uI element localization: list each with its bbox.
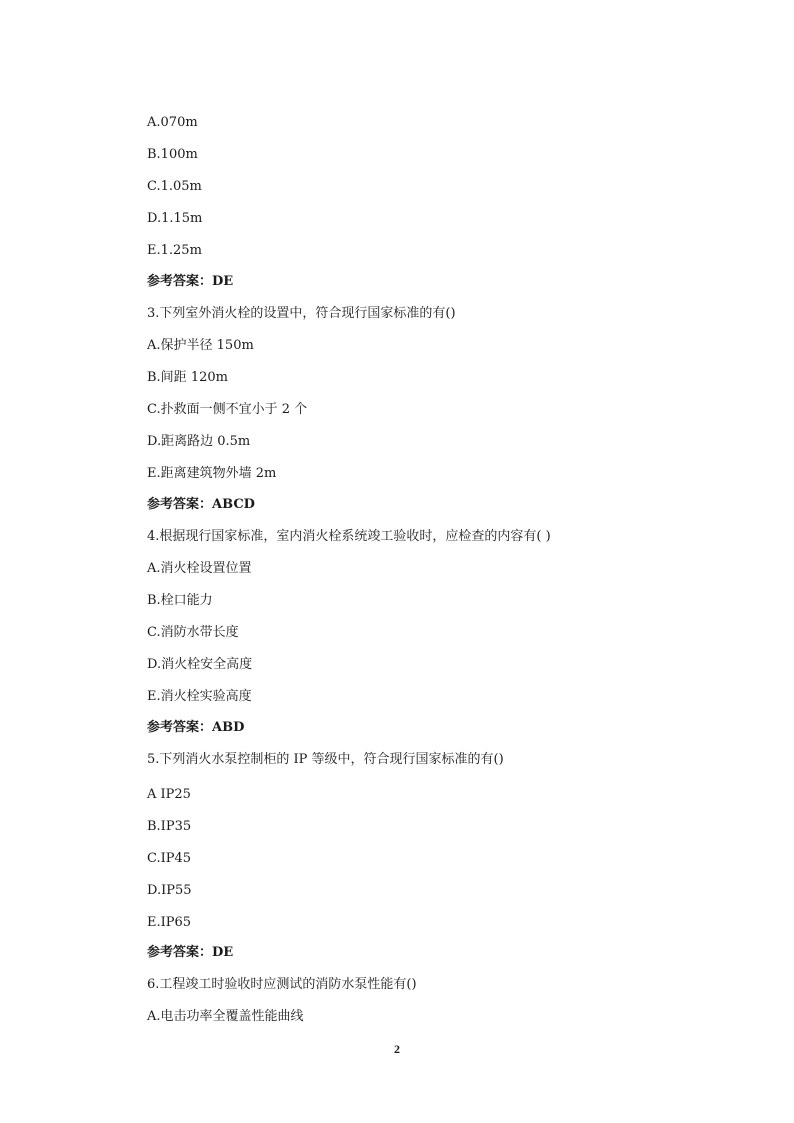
q3-answer: 参考答案：ABCD [147, 497, 255, 512]
q4-answer: 参考答案：ABD [147, 720, 245, 735]
q2-option-b: B.100m [147, 147, 198, 162]
q4-option-d: D.消火栓安全高度 [147, 657, 253, 672]
q6-option-a: A.电击功率全覆盖性能曲线 [147, 1009, 304, 1024]
q5-option-b: B.IP35 [147, 819, 192, 834]
q3-option-b: B.间距 120m [147, 370, 228, 385]
q3-option-e: E.距离建筑物外墙 2m [147, 466, 277, 481]
q2-option-c: C.1.05m [147, 179, 202, 194]
q3-question: 3.下列室外消火栓的设置中，符合现行国家标准的有() [147, 306, 456, 321]
q2-answer: 参考答案：DE [147, 274, 234, 289]
q5-answer: 参考答案：DE [147, 945, 234, 960]
q4-option-e: E.消火栓实验高度 [147, 689, 252, 704]
q3-option-c: C.扑救面一侧不宜小于 2 个 [147, 402, 308, 417]
q5-question: 5.下列消火水泵控制柜的 IP 等级中，符合现行国家标准的有() [147, 752, 504, 767]
q4-option-b: B.栓口能力 [147, 593, 213, 608]
q2-option-d: D.1.15m [147, 211, 203, 226]
page-number: 2 [394, 1042, 400, 1056]
q4-option-a: A.消火栓设置位置 [147, 561, 252, 576]
q6-question: 6.工程竣工时验收时应测试的消防水泵性能有() [147, 977, 417, 992]
q3-option-a: A.保护半径 150m [147, 338, 254, 353]
q3-option-d: D.距离路边 0.5m [147, 434, 251, 449]
q2-option-a: A.070m [147, 115, 198, 130]
q5-option-a: A IP25 [147, 787, 191, 802]
q5-option-e: E.IP65 [147, 915, 192, 930]
q4-option-c: C.消防水带长度 [147, 625, 239, 640]
q4-question: 4.根据现行国家标准，室内消火栓系统竣工验收时，应检查的内容有( ) [147, 529, 551, 544]
q5-option-c: C.IP45 [147, 851, 192, 866]
q5-option-d: D.IP55 [147, 883, 192, 898]
q2-option-e: E.1.25m [147, 243, 202, 258]
